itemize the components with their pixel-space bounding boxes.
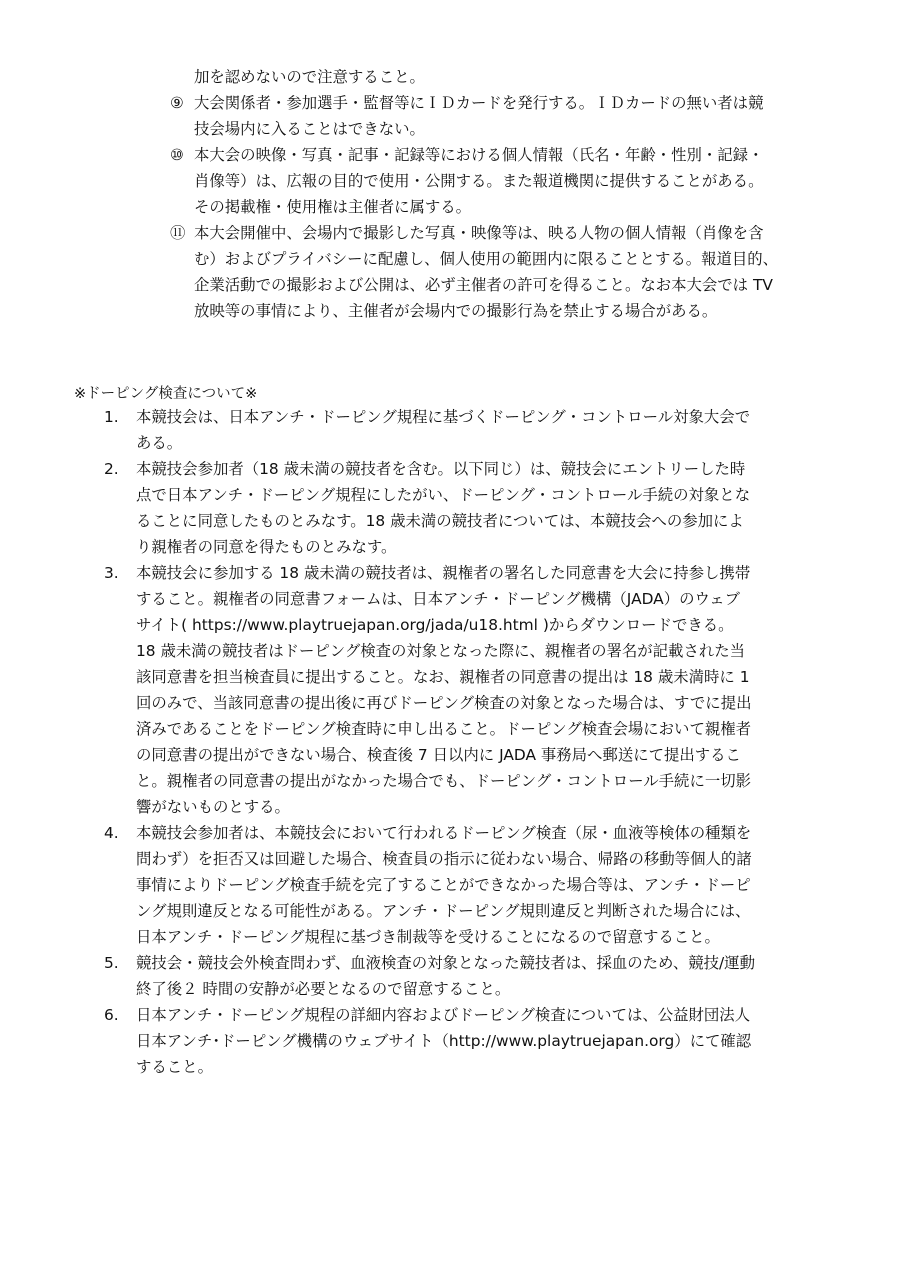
doping-item-3 <box>104 560 864 820</box>
doping-rules-list <box>104 404 864 1080</box>
rule-item-9 <box>170 90 870 142</box>
doping-item-2 <box>104 456 864 560</box>
item-number: 6. <box>104 1006 119 1024</box>
continuation-line: 加を認めないので注意すること。 <box>194 68 425 86</box>
rule-item-10 <box>170 142 870 220</box>
rule-item-11 <box>170 220 870 324</box>
item-text: 本競技会参加者（18 歳未満の競技者を含む。以下同じ）は、競技会にエントリーした時 点で日本アンチ・ドーピング規程にしたがい、ドーピング・コントロール手続の対象とな ることに同意したものとみなす。18 歳未満の競技者については、本競技会への参加によ り親権者の同意を得たものとみなす。 <box>136 460 751 556</box>
rule-text: 本大会の映像・写真・記事・記録等における個人情報（氏名・年齢・性別・記録・ 肖像等）は、広報の目的で使用・公開する。また報道機関に提供することがある。 その掲載権・使用権は主催者に属する。 <box>194 146 764 216</box>
rule-marker: ⑩ <box>170 146 184 164</box>
doping-item-6 <box>104 1002 864 1080</box>
item-text: 競技会・競技会外検査問わず、血液検査の対象となった競技者は、採血のため、競技/運動 終了後２ 時間の安静が必要となるので留意すること。 <box>136 954 755 998</box>
doping-item-5 <box>104 950 864 1002</box>
item-number: 3. <box>104 564 119 582</box>
doping-item-4 <box>104 820 864 950</box>
rule-marker: ⑨ <box>170 94 184 112</box>
item-number: 1. <box>104 408 119 426</box>
doping-item-1 <box>104 404 864 456</box>
rules-list-continued <box>170 64 870 324</box>
rule-text: 本大会開催中、会場内で撮影した写真・映像等は、映る人物の個人情報（肖像を含 む）およびプライバシーに配慮し、個人使用の範囲内に限ることとする。報道目的、 企業活動での撮影および公開は、必ず主催者の許可を得ること。なお本大会では TV 放映等の事情により、主催者が会場内での撮影行為を禁止する場合がある。 <box>194 224 779 320</box>
item-number: 5. <box>104 954 119 972</box>
item-text: 日本アンチ・ドーピング規程の詳細内容およびドーピング検査については、公益財団法人 日本アンチ･ドーピング機構のウェブサイト（http://www.playtruejapan.org）にて確認 すること。 <box>136 1006 752 1076</box>
item-text: 本競技会参加者は、本競技会において行われるドーピング検査（尿・血液等検体の種類を 問わず）を拒否又は回避した場合、検査員の指示に従わない場合、帰路の移動等個人的諸 事情によりドーピング検査手続を完了することができなかった場合等は、アンチ・ドーピ ング規則違反となる可能性がある。アンチ・ドーピング規則違反と判断された場合には、 日本アンチ・ドーピング規程に基づき制裁等を受けることになるので留意すること。 <box>136 824 752 946</box>
item-text: 本競技会は、日本アンチ・ドーピング規程に基づくドーピング・コントロール対象大会で ある。 <box>136 408 751 452</box>
item-text: 本競技会に参加する 18 歳未満の競技者は、親権者の署名した同意書を大会に持参し携帯 すること。親権者の同意書フォームは、日本アンチ・ドーピング機構（JADA）のウェブ サイト( https://www.playtruejapan.org/jada/u18.html )からダウンロードできる。 18 歳未満の競技者はドーピング検査の対象となった際に、親権者の署名が記載された当 該同意書を担当検査員に提出すること。なお、親権者の同意書の提出は 18 歳未満時に 1 回のみで、当該同意書の提出後に再びドーピング検査の対象となった場合は、すでに提出 済みであることをドーピング検査時に申し出ること。ドーピング検査会場において親権者 の同意書の提出ができない場合、検査後 7 日以内に JADA 事務局へ郵送にて提出するこ と。親権者の同意書の提出がなかった場合でも、ドーピング・コントロール手続に一切影 響がないものとする。 <box>136 564 752 816</box>
doping-section-heading: ※ドーピング検査について※ <box>74 386 258 402</box>
rule-marker: ⑪ <box>170 224 186 242</box>
item-number: 2. <box>104 460 119 478</box>
item-number: 4. <box>104 824 119 842</box>
rule-text: 大会関係者・参加選手・監督等にＩＤカードを発行する。ＩＤカードの無い者は競 技会場内に入ることはできない。 <box>194 94 764 138</box>
